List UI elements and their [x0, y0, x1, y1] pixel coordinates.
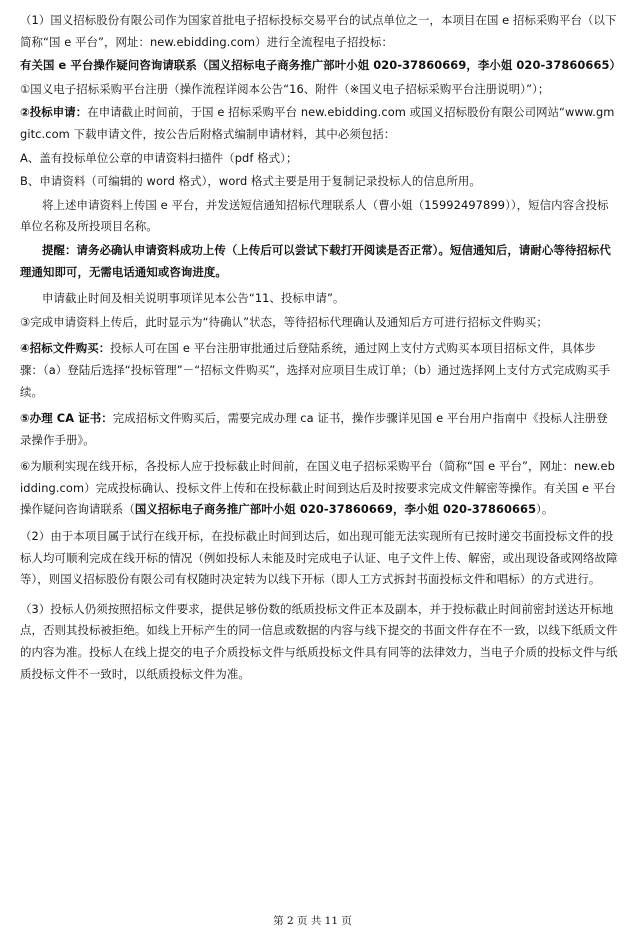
paragraph-step-3: ③完成申请资料上传后，此时显示为“待确认”状态，等待招标代理确认及通知后方可进行招标文件购买； [20, 314, 548, 329]
paragraph-step-5 [20, 408, 618, 451]
step-4-label: ④招标文件购买： [20, 341, 111, 356]
step-2-label: ②投标申请： [20, 105, 88, 120]
step-6-text: ⑥为顺利实现在线开标，各投标人应于投标截止时间前，在国义电子招标采购平台（简称“国 e 平台”，网址：new.ebidding.com）完成投标确认、投标文件上传和在投标截止时间到达后及时按要求完成文件解密等操作。有关国 e 平台操作疑问咨询请联系（ [20, 459, 616, 517]
step-5-label: ⑤办理 CA 证书： [20, 411, 113, 426]
paragraph-step-4 [20, 338, 618, 403]
paragraph-section-3: （3）投标人仍须按照招标文件要求，提供足够份数的纸质投标文件正本及副本，并于投标截止时间前密封送达开标地点，否则其投标被拒绝。如线上开标产生的同一信息或数据的内容与线下提交的书面文件存在不一致，以线下纸质文件的内容为准。投标人在线上提交的电子介质投标文件与纸质投标文件具有同等的法律效力，当电子介质的投标文件与纸质投标文件不一致时，以纸质投标文件为准。 [20, 601, 618, 681]
step-4-text: 投标人可在国 e 平台注册审批通过后登陆系统，通过网上支付方式购买本项目招标文件，具体步骤：（a）登陆后选择“投标管理”－“招标文件购买”，选择对应项目生成订单；（b）通过选择网上支付方式完成购买手续。 [20, 341, 611, 399]
paragraph-contact: 有关国 e 平台操作疑问咨询请联系（国义招标电子商务推广部叶小姐 020-37860669，李小姐 020-37860665） [20, 58, 621, 73]
paragraph-step-6 [20, 456, 618, 521]
paragraph-item-a: A、盖有投标单位公章的申请资料扫描件（pdf 格式）； [20, 150, 298, 165]
paragraph-step-1: ①国义电子招标采购平台注册（操作流程详阅本公告“16、附件（※国义电子招标采购平台注册说明）”）； [20, 81, 550, 96]
step-6-contact: 国义招标电子商务推广部叶小姐 020-37860669，李小姐 020-37860665 [134, 502, 537, 517]
paragraph-step-2 [20, 102, 618, 145]
paragraph-section-2: （2）由于本项目属于试行在线开标，在投标截止时间到达后，如出现可能无法实现所有已按时递交书面投标文件的投标人均可顺利完成在线开标的情况（例如投标人未能及时完成电子认证、电子文件上传、解密，或出现设备或网络故障等），则国义招标股份有限公司有权随时决定转为以线下开标（即人工方式拆封书面投标文件和唱标）的方式进行。 [20, 529, 618, 587]
paragraph-reminder: 提醒：请务必确认申请资料成功上传（上传后可以尝试下载打开阅读是否正常）。短信通知后，请耐心等待招标代理通知即可，无需电话通知或咨询进度。 [20, 242, 611, 279]
step-2-text: 在申请截止时间前，于国 e 招标采购平台 new.ebidding.com 或国义招标股份有限公司网站“www.gmgitc.com 下载申请文件，按公告后附格式编制申请材料，其中必须包括： [20, 105, 615, 141]
paragraph-deadline: 申请截止时间及相关说明事项详见本公告“11、投标申请”。 [42, 291, 345, 306]
step-5-text: 完成招标文件购买后，需要完成办理 ca 证书，操作步骤详见国 e 平台用户指南中《投标人注册登录操作手册》。 [20, 411, 608, 447]
paragraph-1: （1）国义招标股份有限公司作为国家首批电子招标投标交易平台的试点单位之一，本项目在国 e 招标采购平台（以下简称“国 e 平台”，网址：new.ebidding.com）进行全流程电子招投标： [20, 13, 617, 49]
step-6-end: ）。 [536, 502, 554, 517]
paragraph-item-b: B、申请资料（可编辑的 word 格式），word 格式主要是用于复制记录投标人的信息所用。 [20, 174, 481, 189]
document-body [20, 10, 621, 685]
page-number: 第 2 页 共 11 页 [273, 915, 352, 927]
paragraph-upload: 将上述申请资料上传国 e 平台，并发送短信通知招标代理联系人（曹小姐（15992497899）），短信内容含投标单位名称及所投项目名称。 [20, 197, 609, 234]
